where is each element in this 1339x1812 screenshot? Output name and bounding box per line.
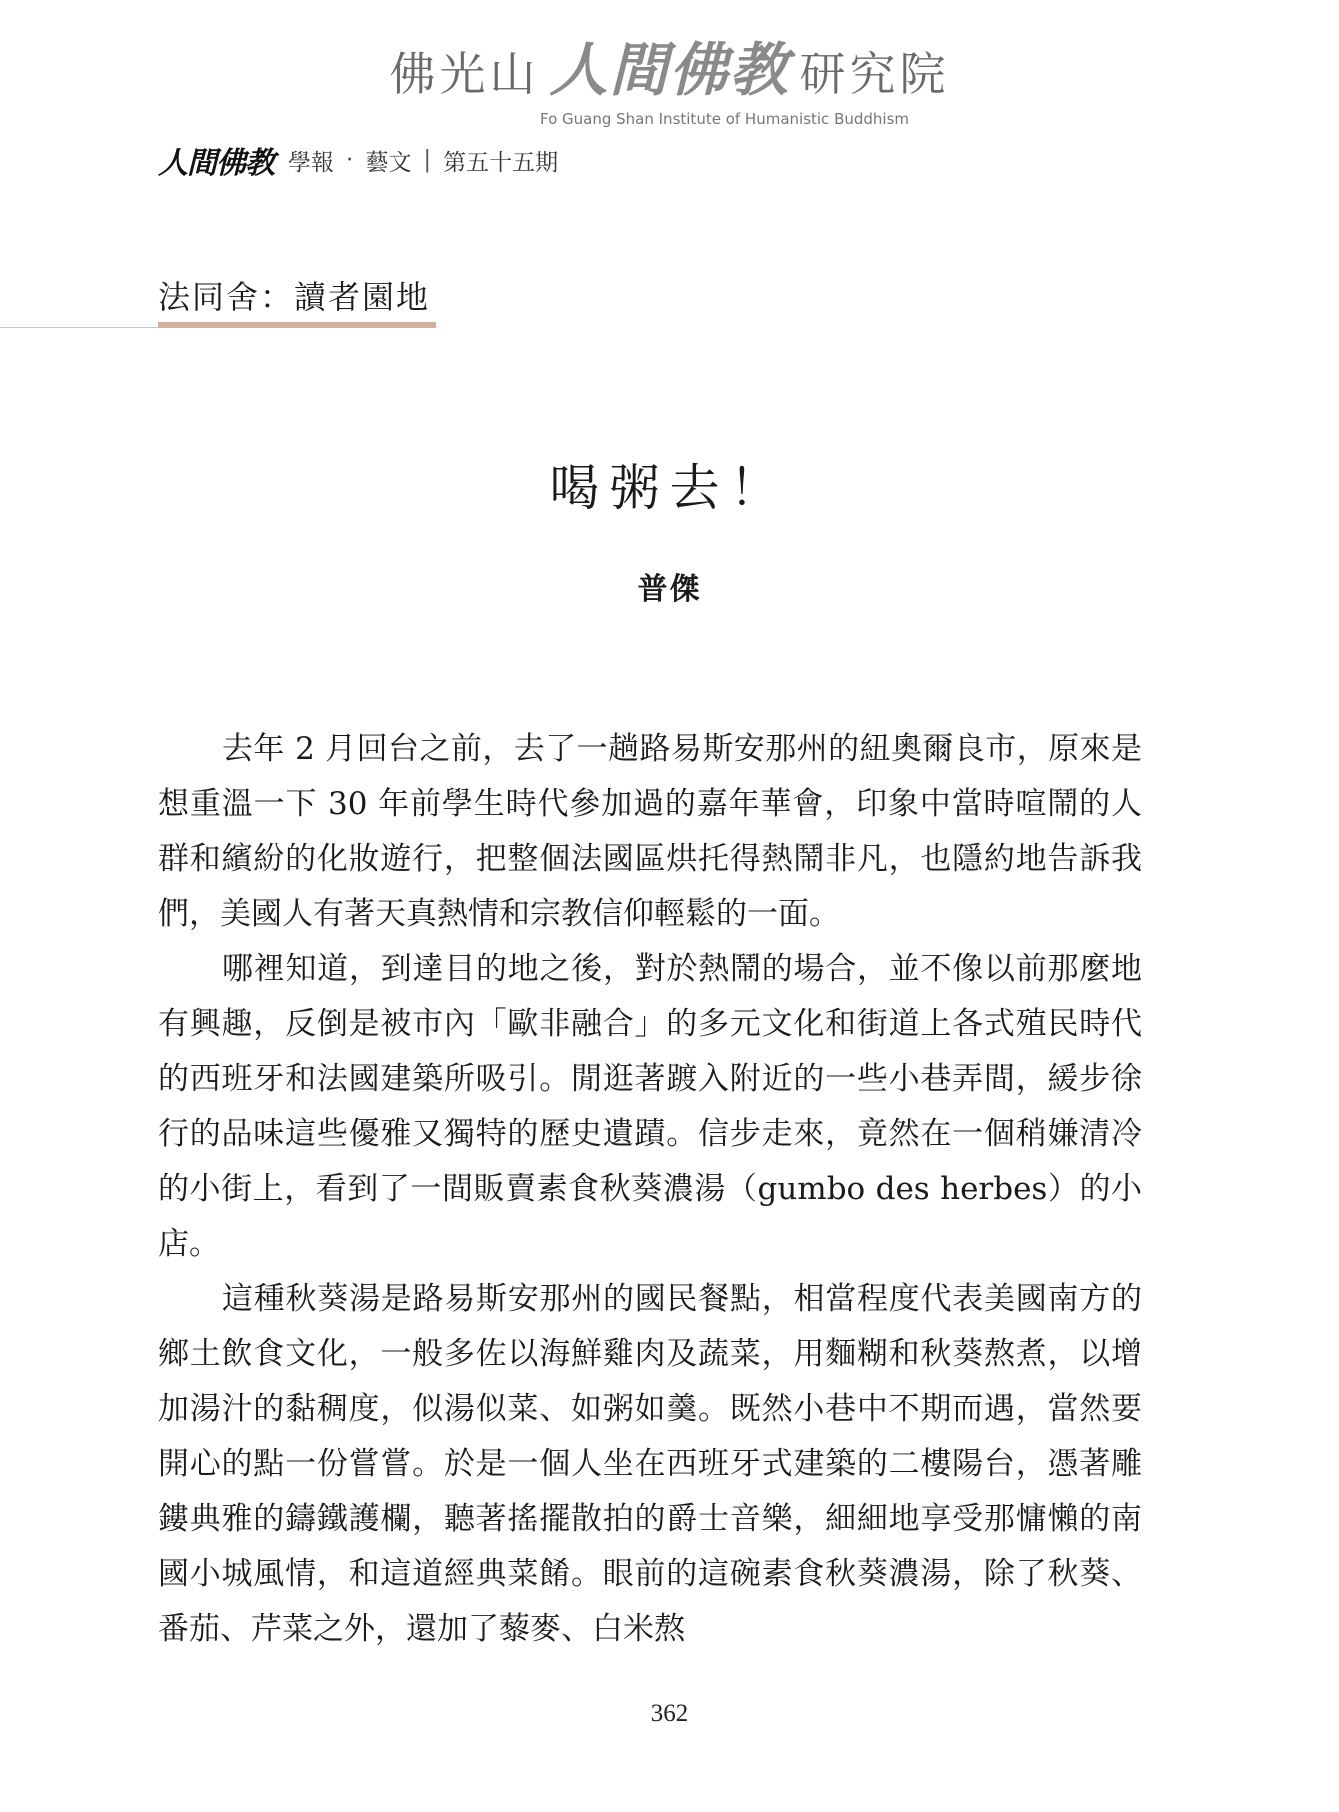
paragraph: 哪裡知道，到達目的地之後，對於熱鬧的場合，並不像以前那麼地有興趣，反倒是被市內「歐非融合」的多元文化和街道上各式殖民時代的西班牙和法國建築所吸引。閒逛著踱入附近的一些小巷弄間，緩步徐行的品味這些優雅又獨特的歷史遺蹟。信步走來，竟然在一個稍嫌清冷的小街上，看到了一間販賣素食秋葵濃湯（gumbo des herbes）的小店。 [158,951,1142,1262]
article-body [158,722,1142,1657]
journal-name: 學報 [288,149,334,176]
journal-section: 藝文 [365,149,412,176]
institute-prefix: 佛光山 [389,47,540,101]
institute-suffix: 研究院 [799,47,950,101]
section-rule-left [0,327,158,328]
section-heading: 法同舍：讀者園地 [158,278,431,316]
journal-running-header [158,138,558,182]
paragraph: 去年 2 月回台之前，去了一趟路易斯安那州的紐奧爾良市，原來是想重溫一下 30 年前學生時代參加過的嘉年華會，印象中當時喧鬧的人群和繽紛的化妝遊行，把整個法國區烘托得熱鬧非凡，也隱約地告訴我們，美國人有著天真熱情和宗教信仰輕鬆的一面。 [158,731,1142,932]
institute-english-name: Fo Guang Shan Institute of Humanistic Buddhism [539,110,910,128]
institute-name [0,36,1339,104]
journal-separator: | [423,147,432,173]
paragraph: 這種秋葵湯是路易斯安那州的國民餐點，相當程度代表美國南方的鄉土飲食文化，一般多佐以海鮮雞肉及蔬菜，用麵糊和秋葵熬煮，以增加湯汁的黏稠度，似湯似菜、如粥如羹。既然小巷中不期而遇，當然要開心的點一份嘗嘗。於是一個人坐在西班牙式建築的二樓陽台，憑著雕鏤典雅的鑄鐵護欄，聽著搖擺散拍的爵士音樂，細細地享受那慵懶的南國小城風情，和這道經典菜餚。眼前的這碗素食秋葵濃湯，除了秋葵、番茄、芹菜之外，還加了藜麥、白米熬 [158,1281,1142,1647]
journal-issue: 第五十五期 [443,149,559,176]
institute-header [0,36,1339,128]
article-author: 普傑 [637,572,702,607]
institute-logo: 人間佛教 [549,36,790,104]
section-rule-accent [158,322,436,328]
journal-dot: · [346,147,354,173]
article-title: 喝粥去！ [549,459,790,517]
page-number: 362 [650,1700,689,1727]
journal-logo: 人間佛教 [158,146,274,181]
